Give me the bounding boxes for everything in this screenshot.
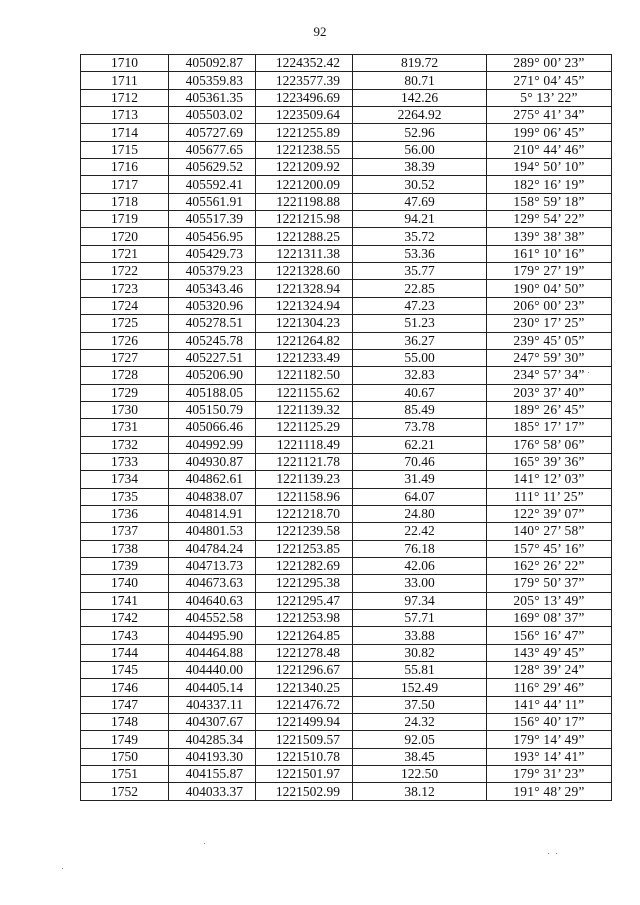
table-row — [81, 384, 612, 401]
distance-cell: 38.45 — [353, 748, 487, 765]
table-row — [81, 124, 612, 141]
scan-speck — [62, 868, 63, 869]
x-coordinate-cell: 405503.02 — [169, 107, 256, 124]
distance-cell: 22.42 — [353, 523, 487, 540]
y-coordinate-cell: 1221255.89 — [256, 124, 353, 141]
bearing-cell: 122° 39’ 07” — [487, 505, 612, 522]
x-coordinate-cell: 404992.99 — [169, 436, 256, 453]
point-number-cell: 1728 — [81, 367, 169, 384]
x-coordinate-cell: 405320.96 — [169, 297, 256, 314]
point-number-cell: 1726 — [81, 332, 169, 349]
distance-cell: 57.71 — [353, 610, 487, 627]
coordinate-table — [80, 54, 612, 801]
x-coordinate-cell: 404640.63 — [169, 592, 256, 609]
x-coordinate-cell: 404673.63 — [169, 575, 256, 592]
table-row — [81, 610, 612, 627]
y-coordinate-cell: 1221295.38 — [256, 575, 353, 592]
table-row — [81, 193, 612, 210]
y-coordinate-cell: 1221328.60 — [256, 263, 353, 280]
bearing-cell: 194° 50’ 10” — [487, 159, 612, 176]
y-coordinate-cell: 1221125.29 — [256, 419, 353, 436]
distance-cell: 64.07 — [353, 488, 487, 505]
x-coordinate-cell: 404285.34 — [169, 731, 256, 748]
distance-cell: 38.39 — [353, 159, 487, 176]
point-number-cell: 1725 — [81, 315, 169, 332]
x-coordinate-cell: 405066.46 — [169, 419, 256, 436]
table-row — [81, 592, 612, 609]
table-row — [81, 141, 612, 158]
table-row — [81, 523, 612, 540]
bearing-cell: 179° 27’ 19” — [487, 263, 612, 280]
point-number-cell: 1750 — [81, 748, 169, 765]
y-coordinate-cell: 1221324.94 — [256, 297, 353, 314]
x-coordinate-cell: 405092.87 — [169, 55, 256, 72]
point-number-cell: 1723 — [81, 280, 169, 297]
distance-cell: 53.36 — [353, 245, 487, 262]
point-number-cell: 1730 — [81, 401, 169, 418]
scan-speck — [588, 372, 589, 373]
table-row — [81, 159, 612, 176]
table-row — [81, 557, 612, 574]
distance-cell: 37.50 — [353, 696, 487, 713]
point-number-cell: 1743 — [81, 627, 169, 644]
bearing-cell: 111° 11’ 25” — [487, 488, 612, 505]
y-coordinate-cell: 1224352.42 — [256, 55, 353, 72]
bearing-cell: 182° 16’ 19” — [487, 176, 612, 193]
point-number-cell: 1741 — [81, 592, 169, 609]
bearing-cell: 179° 50’ 37” — [487, 575, 612, 592]
distance-cell: 47.69 — [353, 193, 487, 210]
bearing-cell: 140° 27’ 58” — [487, 523, 612, 540]
distance-cell: 55.00 — [353, 349, 487, 366]
point-number-cell: 1721 — [81, 245, 169, 262]
y-coordinate-cell: 1221476.72 — [256, 696, 353, 713]
distance-cell: 80.71 — [353, 72, 487, 89]
table-row — [81, 55, 612, 72]
x-coordinate-cell: 405456.95 — [169, 228, 256, 245]
distance-cell: 2264.92 — [353, 107, 487, 124]
table-row — [81, 731, 612, 748]
distance-cell: 85.49 — [353, 401, 487, 418]
y-coordinate-cell: 1221340.25 — [256, 679, 353, 696]
y-coordinate-cell: 1221121.78 — [256, 453, 353, 470]
point-number-cell: 1752 — [81, 783, 169, 800]
y-coordinate-cell: 1221238.55 — [256, 141, 353, 158]
y-coordinate-cell: 1221233.49 — [256, 349, 353, 366]
table-row — [81, 245, 612, 262]
distance-cell: 76.18 — [353, 540, 487, 557]
distance-cell: 31.49 — [353, 471, 487, 488]
point-number-cell: 1713 — [81, 107, 169, 124]
distance-cell: 94.21 — [353, 211, 487, 228]
point-number-cell: 1739 — [81, 557, 169, 574]
x-coordinate-cell: 405629.52 — [169, 159, 256, 176]
y-coordinate-cell: 1221239.58 — [256, 523, 353, 540]
x-coordinate-cell: 404033.37 — [169, 783, 256, 800]
bearing-cell: 239° 45’ 05” — [487, 332, 612, 349]
point-number-cell: 1727 — [81, 349, 169, 366]
distance-cell: 30.82 — [353, 644, 487, 661]
distance-cell: 122.50 — [353, 766, 487, 783]
bearing-cell: 179° 14’ 49” — [487, 731, 612, 748]
bearing-cell: 162° 26’ 22” — [487, 557, 612, 574]
distance-cell: 47.23 — [353, 297, 487, 314]
x-coordinate-cell: 404801.53 — [169, 523, 256, 540]
bearing-cell: 203° 37’ 40” — [487, 384, 612, 401]
bearing-cell: 139° 38’ 38” — [487, 228, 612, 245]
distance-cell: 22.85 — [353, 280, 487, 297]
distance-cell: 51.23 — [353, 315, 487, 332]
bearing-cell: 205° 13’ 49” — [487, 592, 612, 609]
point-number-cell: 1732 — [81, 436, 169, 453]
x-coordinate-cell: 404405.14 — [169, 679, 256, 696]
point-number-cell: 1736 — [81, 505, 169, 522]
distance-cell: 70.46 — [353, 453, 487, 470]
distance-cell: 30.52 — [353, 176, 487, 193]
point-number-cell: 1740 — [81, 575, 169, 592]
x-coordinate-cell: 405245.78 — [169, 332, 256, 349]
distance-cell: 92.05 — [353, 731, 487, 748]
x-coordinate-cell: 404307.67 — [169, 714, 256, 731]
table-row — [81, 176, 612, 193]
distance-cell: 38.12 — [353, 783, 487, 800]
table-row — [81, 72, 612, 89]
bearing-cell: 206° 00’ 23” — [487, 297, 612, 314]
table-row — [81, 349, 612, 366]
y-coordinate-cell: 1221328.94 — [256, 280, 353, 297]
y-coordinate-cell: 1221510.78 — [256, 748, 353, 765]
bearing-cell: 176° 58’ 06” — [487, 436, 612, 453]
scan-speck — [556, 853, 557, 854]
bearing-cell: 158° 59’ 18” — [487, 193, 612, 210]
y-coordinate-cell: 1221264.82 — [256, 332, 353, 349]
table-row — [81, 748, 612, 765]
y-coordinate-cell: 1221278.48 — [256, 644, 353, 661]
bearing-cell: 143° 49’ 45” — [487, 644, 612, 661]
point-number-cell: 1745 — [81, 662, 169, 679]
bearing-cell: 190° 04’ 50” — [487, 280, 612, 297]
scan-speck — [204, 843, 205, 844]
y-coordinate-cell: 1221182.50 — [256, 367, 353, 384]
bearing-cell: 128° 39’ 24” — [487, 662, 612, 679]
y-coordinate-cell: 1221139.23 — [256, 471, 353, 488]
point-number-cell: 1717 — [81, 176, 169, 193]
x-coordinate-cell: 404552.58 — [169, 610, 256, 627]
table-row — [81, 471, 612, 488]
coordinate-table-body — [81, 55, 612, 801]
distance-cell: 33.00 — [353, 575, 487, 592]
x-coordinate-cell: 405429.73 — [169, 245, 256, 262]
x-coordinate-cell: 404862.61 — [169, 471, 256, 488]
distance-cell: 819.72 — [353, 55, 487, 72]
bearing-cell: 230° 17’ 25” — [487, 315, 612, 332]
distance-cell: 152.49 — [353, 679, 487, 696]
point-number-cell: 1722 — [81, 263, 169, 280]
x-coordinate-cell: 404464.88 — [169, 644, 256, 661]
table-row — [81, 575, 612, 592]
bearing-cell: 210° 44’ 46” — [487, 141, 612, 158]
point-number-cell: 1749 — [81, 731, 169, 748]
point-number-cell: 1718 — [81, 193, 169, 210]
bearing-cell: 161° 10’ 16” — [487, 245, 612, 262]
bearing-cell: 157° 45’ 16” — [487, 540, 612, 557]
table-row — [81, 211, 612, 228]
distance-cell: 33.88 — [353, 627, 487, 644]
x-coordinate-cell: 404784.24 — [169, 540, 256, 557]
y-coordinate-cell: 1221198.88 — [256, 193, 353, 210]
x-coordinate-cell: 404930.87 — [169, 453, 256, 470]
table-row — [81, 540, 612, 557]
x-coordinate-cell: 404713.73 — [169, 557, 256, 574]
point-number-cell: 1714 — [81, 124, 169, 141]
table-row — [81, 679, 612, 696]
y-coordinate-cell: 1221509.57 — [256, 731, 353, 748]
y-coordinate-cell: 1221139.32 — [256, 401, 353, 418]
distance-cell: 142.26 — [353, 89, 487, 106]
y-coordinate-cell: 1221264.85 — [256, 627, 353, 644]
y-coordinate-cell: 1221253.85 — [256, 540, 353, 557]
y-coordinate-cell: 1223509.64 — [256, 107, 353, 124]
table-row — [81, 505, 612, 522]
bearing-cell: 193° 14’ 41” — [487, 748, 612, 765]
x-coordinate-cell: 405561.91 — [169, 193, 256, 210]
x-coordinate-cell: 405343.46 — [169, 280, 256, 297]
distance-cell: 24.32 — [353, 714, 487, 731]
bearing-cell: 191° 48’ 29” — [487, 783, 612, 800]
point-number-cell: 1748 — [81, 714, 169, 731]
x-coordinate-cell: 405278.51 — [169, 315, 256, 332]
y-coordinate-cell: 1221215.98 — [256, 211, 353, 228]
x-coordinate-cell: 404193.30 — [169, 748, 256, 765]
x-coordinate-cell: 404838.07 — [169, 488, 256, 505]
x-coordinate-cell: 404337.11 — [169, 696, 256, 713]
table-row — [81, 783, 612, 800]
bearing-cell: 179° 31’ 23” — [487, 766, 612, 783]
point-number-cell: 1712 — [81, 89, 169, 106]
point-number-cell: 1716 — [81, 159, 169, 176]
bearing-cell: 141° 44’ 11” — [487, 696, 612, 713]
distance-cell: 24.80 — [353, 505, 487, 522]
x-coordinate-cell: 405227.51 — [169, 349, 256, 366]
table-row — [81, 453, 612, 470]
x-coordinate-cell: 405677.65 — [169, 141, 256, 158]
table-row — [81, 315, 612, 332]
page-number: 92 — [313, 24, 327, 39]
table-row — [81, 662, 612, 679]
table-row — [81, 401, 612, 418]
bearing-cell: 234° 57’ 34” — [487, 367, 612, 384]
table-row — [81, 297, 612, 314]
bearing-cell: 116° 29’ 46” — [487, 679, 612, 696]
point-number-cell: 1744 — [81, 644, 169, 661]
x-coordinate-cell: 405517.39 — [169, 211, 256, 228]
x-coordinate-cell: 405379.23 — [169, 263, 256, 280]
point-number-cell: 1734 — [81, 471, 169, 488]
table-row — [81, 332, 612, 349]
table-row — [81, 766, 612, 783]
y-coordinate-cell: 1221155.62 — [256, 384, 353, 401]
y-coordinate-cell: 1221501.97 — [256, 766, 353, 783]
x-coordinate-cell: 405727.69 — [169, 124, 256, 141]
y-coordinate-cell: 1221288.25 — [256, 228, 353, 245]
y-coordinate-cell: 1221253.98 — [256, 610, 353, 627]
y-coordinate-cell: 1223496.69 — [256, 89, 353, 106]
point-number-cell: 1724 — [81, 297, 169, 314]
y-coordinate-cell: 1221296.67 — [256, 662, 353, 679]
table-row — [81, 419, 612, 436]
point-number-cell: 1711 — [81, 72, 169, 89]
distance-cell: 55.81 — [353, 662, 487, 679]
distance-cell: 35.72 — [353, 228, 487, 245]
table-row — [81, 644, 612, 661]
distance-cell: 32.83 — [353, 367, 487, 384]
y-coordinate-cell: 1221118.49 — [256, 436, 353, 453]
distance-cell: 36.27 — [353, 332, 487, 349]
bearing-cell: 129° 54’ 22” — [487, 211, 612, 228]
x-coordinate-cell: 405359.83 — [169, 72, 256, 89]
point-number-cell: 1742 — [81, 610, 169, 627]
y-coordinate-cell: 1221295.47 — [256, 592, 353, 609]
table-row — [81, 107, 612, 124]
table-row — [81, 436, 612, 453]
x-coordinate-cell: 405188.05 — [169, 384, 256, 401]
y-coordinate-cell: 1221218.70 — [256, 505, 353, 522]
distance-cell: 35.77 — [353, 263, 487, 280]
x-coordinate-cell: 404495.90 — [169, 627, 256, 644]
y-coordinate-cell: 1221499.94 — [256, 714, 353, 731]
distance-cell: 52.96 — [353, 124, 487, 141]
scan-speck — [548, 853, 549, 854]
distance-cell: 40.67 — [353, 384, 487, 401]
bearing-cell: 271° 04’ 45” — [487, 72, 612, 89]
bearing-cell: 156° 16’ 47” — [487, 627, 612, 644]
y-coordinate-cell: 1221209.92 — [256, 159, 353, 176]
bearing-cell: 165° 39’ 36” — [487, 453, 612, 470]
table-row — [81, 714, 612, 731]
point-number-cell: 1710 — [81, 55, 169, 72]
bearing-cell: 141° 12’ 03” — [487, 471, 612, 488]
x-coordinate-cell: 404814.91 — [169, 505, 256, 522]
point-number-cell: 1719 — [81, 211, 169, 228]
table-row — [81, 89, 612, 106]
point-number-cell: 1733 — [81, 453, 169, 470]
table-row — [81, 367, 612, 384]
table-row — [81, 627, 612, 644]
y-coordinate-cell: 1221311.38 — [256, 245, 353, 262]
x-coordinate-cell: 405206.90 — [169, 367, 256, 384]
bearing-cell: 247° 59’ 30” — [487, 349, 612, 366]
y-coordinate-cell: 1221282.69 — [256, 557, 353, 574]
bearing-cell: 5° 13’ 22” — [487, 89, 612, 106]
table-row — [81, 696, 612, 713]
x-coordinate-cell: 404440.00 — [169, 662, 256, 679]
table-row — [81, 263, 612, 280]
distance-cell: 73.78 — [353, 419, 487, 436]
point-number-cell: 1737 — [81, 523, 169, 540]
x-coordinate-cell: 405592.41 — [169, 176, 256, 193]
point-number-cell: 1720 — [81, 228, 169, 245]
y-coordinate-cell: 1221158.96 — [256, 488, 353, 505]
x-coordinate-cell: 405150.79 — [169, 401, 256, 418]
point-number-cell: 1746 — [81, 679, 169, 696]
y-coordinate-cell: 1221502.99 — [256, 783, 353, 800]
bearing-cell: 189° 26’ 45” — [487, 401, 612, 418]
y-coordinate-cell: 1223577.39 — [256, 72, 353, 89]
bearing-cell: 169° 08’ 37” — [487, 610, 612, 627]
bearing-cell: 199° 06’ 45” — [487, 124, 612, 141]
distance-cell: 56.00 — [353, 141, 487, 158]
point-number-cell: 1747 — [81, 696, 169, 713]
table-row — [81, 488, 612, 505]
table-row — [81, 280, 612, 297]
y-coordinate-cell: 1221200.09 — [256, 176, 353, 193]
bearing-cell: 275° 41’ 34” — [487, 107, 612, 124]
x-coordinate-cell: 405361.35 — [169, 89, 256, 106]
point-number-cell: 1735 — [81, 488, 169, 505]
y-coordinate-cell: 1221304.23 — [256, 315, 353, 332]
distance-cell: 97.34 — [353, 592, 487, 609]
distance-cell: 42.06 — [353, 557, 487, 574]
point-number-cell: 1729 — [81, 384, 169, 401]
x-coordinate-cell: 404155.87 — [169, 766, 256, 783]
distance-cell: 62.21 — [353, 436, 487, 453]
bearing-cell: 156° 40’ 17” — [487, 714, 612, 731]
bearing-cell: 289° 00’ 23” — [487, 55, 612, 72]
point-number-cell: 1738 — [81, 540, 169, 557]
point-number-cell: 1751 — [81, 766, 169, 783]
bearing-cell: 185° 17’ 17” — [487, 419, 612, 436]
point-number-cell: 1715 — [81, 141, 169, 158]
point-number-cell: 1731 — [81, 419, 169, 436]
table-row — [81, 228, 612, 245]
